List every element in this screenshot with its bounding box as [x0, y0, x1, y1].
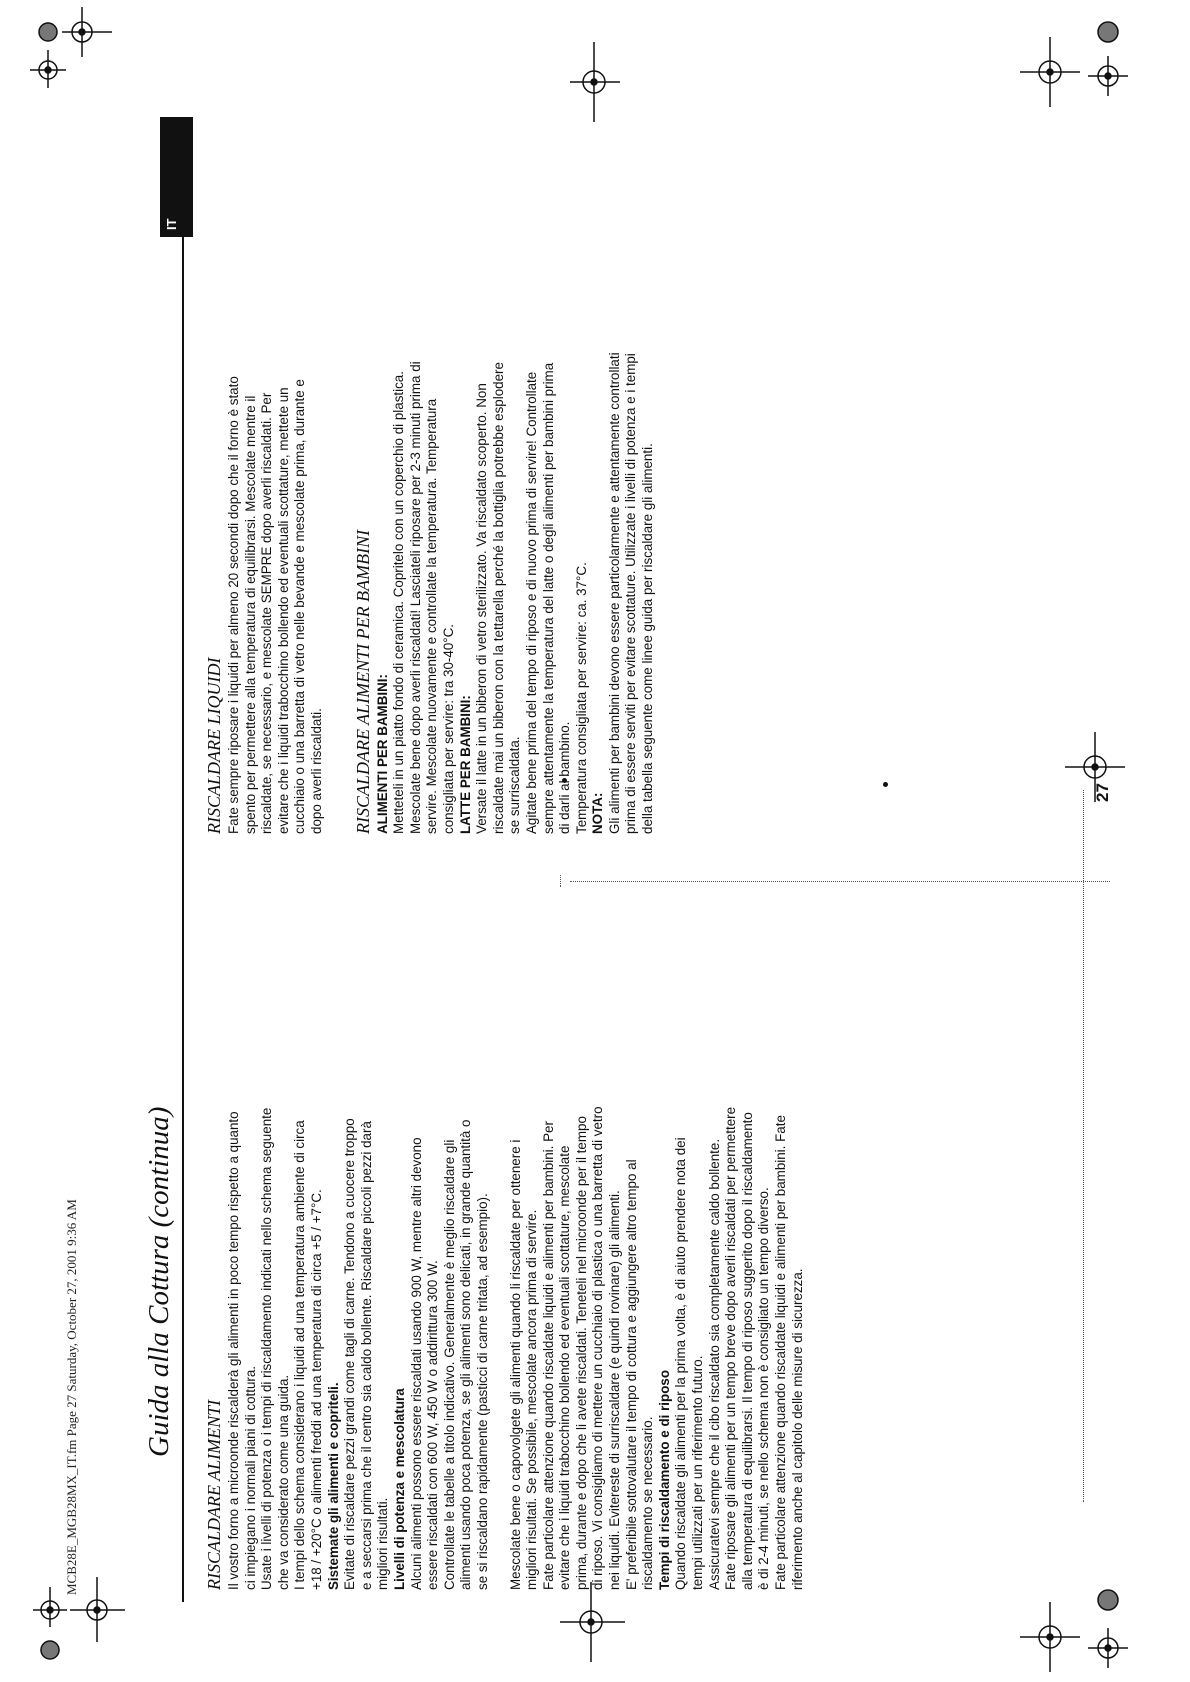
text-line: riscaldamento se necessario. [640, 1416, 656, 1590]
text-line: Fate particolare attenzione quando riscaldate liquidi e alimenti per bambini. Per [540, 1121, 556, 1590]
text-line: Mescolate bene dopo averli riscaldati! Lasciateli riposare per 2-3 minuti prima di [407, 361, 423, 834]
text-line: Versate il latte in un biberon di vetro sterilizzato. Va riscaldato scoperto. Non [474, 383, 490, 834]
text-line: spento per permettere alla temperatura di equilibrarsi. Mescolate mentre il [242, 395, 258, 834]
text-line: Controllate le tabelle a titolo indicativo. Generalmente è meglio riscaldare gli [441, 1139, 457, 1590]
subheading: Sistemate gli alimenti e copriteli. [325, 1382, 341, 1590]
text-line: Metteteli in un piatto fondo di ceramica. Copritelo con un coperchio di plastica. [391, 371, 407, 834]
text-line: Fate riposare gli alimenti per un tempo breve dopo averli riscaldati per permettere [723, 1106, 739, 1590]
text-line: è di 2-4 minuti, se nello schema non è consigliato un tempo diverso. [756, 1187, 772, 1590]
text-line: Quando riscaldate gli alimenti per la prima volta, è di aiuto prendere nota dei [673, 1137, 689, 1590]
text-line: riscaldate, se necessario, e mescolate SEMPRE dopo averli riscaldati. Per [259, 392, 275, 834]
left-column [203, 900, 806, 1590]
text-line: Gli alimenti per bambini devono essere particolarmente e attentamente controllati [606, 352, 622, 834]
text-line: se surriscaldata. [507, 736, 523, 834]
subheading: LATTE PER BAMBINI: [457, 695, 473, 834]
text-line: I tempi dello schema considerano i liquidi ad una temperatura ambiente di circa [292, 1120, 308, 1590]
right-column [203, 134, 657, 834]
text-line: evitare che i liquidi trabocchino bollendo ed eventuali scottature, mettete un [275, 387, 291, 834]
text-line: e a seccarsi prima che il centro sia caldo bollente. Riscaldare piccoli pezzi darà [358, 1121, 374, 1590]
text-line: di darli al bambino. [557, 721, 573, 834]
text-line: Alcuni alimenti possono essere riscaldati usando 900 W, mentre altri devono [408, 1137, 424, 1590]
text-line: della tabella seguente come linee guida per riscaldare gli alimenti. [640, 443, 656, 834]
text-line: consigliata per servire: tra 30-40°C. [440, 623, 456, 834]
text-line: prima, durante e dopo che li avete riscaldati. Teneteli nel microonde per il tempo [573, 1116, 589, 1590]
text-line: Fate particolare attenzione quando riscaldate liquidi e alimenti per bambini. Fate [773, 1115, 788, 1590]
text-line: riferimento anche al capitolo delle misure di sicurezza. [789, 1268, 805, 1590]
page-number: 27 [1093, 783, 1112, 802]
text-line: evitare che i liquidi trabocchino bollendo ed eventuali scottature, mescolate [557, 1145, 573, 1590]
text-line: Agitate bene prima del tempo di riposo e di nuovo prima di servire! Controllate [523, 371, 539, 834]
text-line: migliori risultati. [375, 1497, 391, 1590]
text-line: nei liquidi. Evitereste di surriscaldare (e quindi rovinare) gli alimenti. [607, 1190, 623, 1590]
file-header: MCB28E_MGB28MX_IT.fm Page 27 Saturday, October 27, 2001 9:36 AM [64, 1199, 79, 1595]
title-rule [182, 222, 184, 1602]
text-line: di riposo. Vi consigliamo di mettere un cucchiaio di plastica o una barretta di vetro [590, 1106, 606, 1590]
text-line: Evitate di riscaldare pezzi grandi come tagli di carne. Tendono a cuocere troppo [342, 1118, 358, 1590]
section-title-riscaldare-liquidi: RISCALDARE LIQUIDI [204, 657, 224, 834]
footer-dotted-rule [1083, 790, 1084, 1502]
separator-dots [560, 875, 561, 887]
text-line: Il vostro forno a microonde riscalderà gli alimenti in poco tempo rispetto a quanto [226, 1111, 241, 1590]
text-line: prima di essere serviti per evitare scottature. Utilizzate i livelli di potenza e i tempi [623, 353, 639, 834]
text-line: essere riscaldati con 600 W, 450 W o addirittura 300 W. [425, 1260, 441, 1590]
subheading: NOTA: [590, 792, 606, 834]
text-line: se si riscaldano rapidamente (pasticci di carne tritata, ad esempio). [474, 1193, 490, 1590]
page-title: Guida alla Cottura (continua) [143, 1106, 175, 1457]
text-line: migliori risultati. Se possibile, mescolate ancora prima di servire. [524, 1209, 540, 1590]
subheading: ALIMENTI PER BAMBINI: [374, 674, 390, 834]
text-line: Assicuratevi sempre che il cibo riscaldato sia completamente caldo bollente. [706, 1138, 722, 1590]
text-line: tempi utilizzati per un riferimento futuro. [690, 1355, 706, 1590]
text-line: riscaldate mai un biberon con la tettarella perché la bottiglia potrebbe esplodere [490, 362, 506, 834]
text-line: alla temperatura di equilibrarsi. Il tempo di riposo suggerito dopo il riscaldamento [739, 1112, 755, 1590]
text-line: alimenti usando poca potenza, se gli alimenti sono delicati, in grande quantità o [458, 1119, 474, 1590]
text-line: sempre attentamente la temperatura del latte o degli alimenti per bambini prima [540, 362, 556, 834]
text-line: Mescolate bene o capovolgete gli alimenti quando li riscaldate per ottenere i [507, 1139, 523, 1590]
text-line: che va considerato come una guida. [275, 1374, 291, 1590]
section-title-riscaldare-alimenti: RISCALDARE ALIMENTI [204, 1399, 224, 1590]
text-line: E' preferibile sottovalutare il tempo di cottura e aggiungere altro tempo al [623, 1159, 639, 1590]
section-title-riscaldare-alimenti-per-bambini: RISCALDARE ALIMENTI PER BAMBINI [352, 529, 373, 834]
text-line: Temperatura consigliata per servire: ca. 37°C. [573, 562, 589, 834]
text-line: +18 / +20°C o alimenti freddi ad una temperatura di circa +5 / +7°C. [308, 1189, 324, 1590]
subheading: Livelli di potenza e mescolatura [391, 1388, 407, 1590]
text-line: Fate sempre riposare i liquidi per almeno 20 secondi dopo che il forno è stato [226, 376, 241, 834]
column-separator [570, 880, 1110, 882]
text-line: dopo averli riscaldati. [308, 708, 324, 834]
text-line: cucchiaio o una barretta di vetro nelle bevande e mescolate prima, durante e [292, 379, 308, 834]
text-line: Usate i livelli di potenza o i tempi di riscaldamento indicati nello schema seguente [259, 1107, 275, 1590]
text-line: servire. Mescolate nuovamente e controllate la temperatura. Temperatura [424, 398, 440, 834]
text-line: ci impiegano i normali piani di cottura. [242, 1365, 258, 1590]
subheading: Tempi di riscaldamento e di riposo [656, 1370, 672, 1590]
bullet-dot [883, 782, 888, 787]
language-tab: IT [160, 117, 193, 237]
